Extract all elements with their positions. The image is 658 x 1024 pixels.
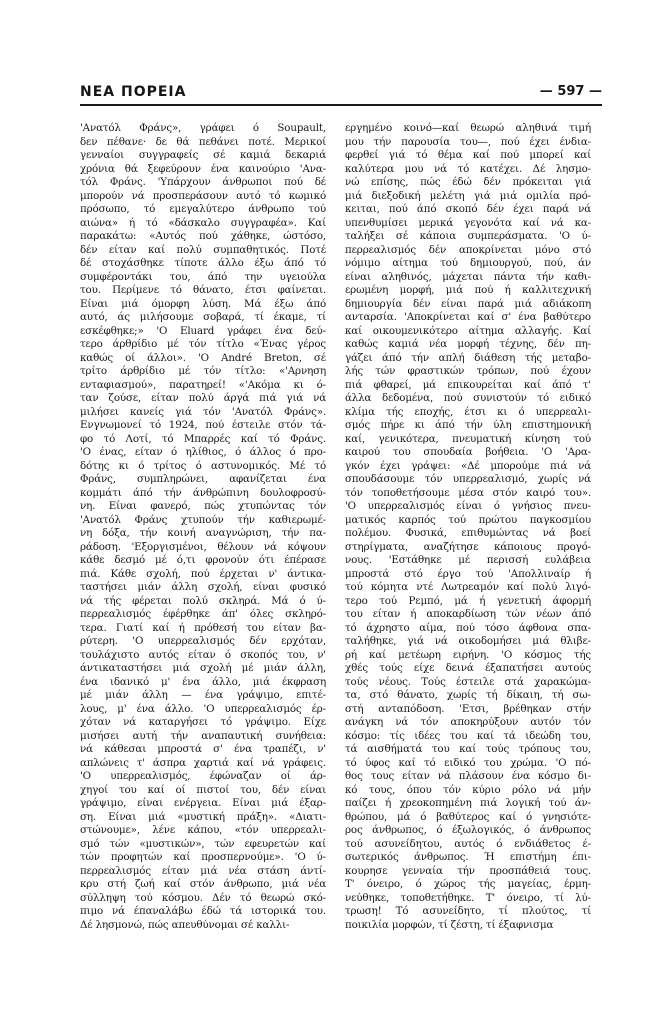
text-line: περρεαλισμός είταν μιά νέα στάση άντί- — [80, 864, 326, 877]
text-line: τόν τοποθετήσουμε μέσα στόν καιρό του». — [345, 486, 591, 499]
text-line: ση. Είναι μιά «μυστική πράξη». «Διατι- — [80, 810, 326, 823]
text-line: νά τής φέρεται πολύ σκληρά. Μά ό ύ- — [80, 594, 326, 607]
text-line: τόλ Φράνς. 'Υπάρχουν άνθρωποι πού δέ — [80, 176, 326, 188]
text-line: νώ επίσης, πώς έδώ δέν πρόκειται γιά — [345, 176, 591, 188]
text-line: Φράνς, συμπληρώνει, αφανίζεται ένα — [80, 473, 326, 485]
text-line: σπουδάσουμε τόν υπερρεαλισμό, χωρίς νά — [345, 473, 591, 485]
text-line: Τ' όνειρο, ό χώρος τής μαγείας, έρμη- — [345, 878, 591, 890]
text-line: κόσμο: τίς ιδέες του καί τά ιδεώδη του, — [345, 729, 591, 742]
text-line: τούς νέους. Τούς έστειλε στά χαρακώμα- — [345, 675, 591, 688]
text-line: κομμάτι άπό τήν άνθρώπινη δουλοφροσύ- — [80, 486, 326, 499]
text-line: χθές τούς είχε δεινά έξαπατήσει αυτούς — [345, 662, 591, 674]
text-line: δημιουργία δέν είναι παρά μιά αδιάκοπη — [345, 297, 591, 310]
text-line: μιλήσει κανείς γιά τόν 'Ανατόλ Φράνς». — [80, 405, 326, 418]
text-line: ενταφιασμού», παρατηρεί! «'Ακόμα κι ό- — [80, 378, 326, 391]
text-line: τά αισθήματά του καί τούς τρόπους του, — [345, 743, 591, 755]
text-line: απλώνεις τ' άσπρα χαρτιά καί νά γράφεις. — [80, 756, 326, 769]
text-line: τρωση! Τό ασυνείδητο, τί πλούτος, τί — [345, 905, 591, 917]
text-line: σύλληψη τού κόσμου. Δέν τό θεωρώ σκό- — [80, 891, 326, 904]
text-line: περρεαλισμός έφέρθηκε άπ' όλες σκληρό- — [80, 608, 326, 620]
text-line: κειται, πού άπό σκοπό δέν έχει παρά νά — [345, 203, 591, 215]
text-line: ταλήξει σέ κάποια συμπεράσματα. 'Ο ύ- — [345, 230, 591, 242]
text-line: 'Ο υπερρεαλισμός, έφώναζαν οί άρ- — [80, 770, 326, 782]
text-line: ποικιλία μορφών, τί ζέστη, τί έξαφνισμα — [345, 918, 554, 931]
text-line: νους. 'Εστάθηκε μέ περισσή ευλάβεια — [345, 554, 591, 566]
text-line: κουρησε γενναία τήν προσπάθειά τους. — [345, 864, 591, 877]
text-line: μου τήν παρουσία του—, πού έχει ένδια- — [345, 135, 591, 148]
text-line: θρώπου, μά ό βαθύτερος καί ό γνησιότε- — [345, 810, 591, 823]
text-line: γάζει άπό τήν απλή διάθεση τής μεταβο- — [345, 351, 591, 364]
text-line: κρυ στή ζωή καί στόν άνθρωπο, μιά νέα — [80, 878, 326, 890]
text-line: νεύθηκε, τοποθετήθηκε. Τ' όνειρο, τί λύ- — [345, 891, 591, 904]
text-line: τού ασυνείδητου, αυτός ό ενδιάθετος έ- — [345, 837, 591, 850]
text-line: σμό τών «μυστικών», τών εφευρετών καί — [80, 837, 326, 850]
text-line: μπροστά στό έργο τού 'Απολλιναίρ ή — [345, 567, 591, 580]
text-line: 'Ανατόλ Φράνς χτυπούν τήν καθιερωμέ- — [80, 513, 326, 526]
right-column — [345, 122, 591, 932]
text-line: τερα. Γιατί καί ή πρόθεσή του είταν βα- — [80, 621, 326, 634]
text-line: πιά. Κάθε σχολή, πού έρχεται ν' άντικα- — [80, 567, 326, 580]
text-line: καί, γενικότερα, πνευματική κίνηση τού — [345, 432, 591, 445]
text-line: συμφέροντάκι του, άπό την υγειούλα — [80, 270, 326, 283]
text-line: κάθε δεσμό μέ ό,τι φρονούν ότι έπέρασε — [80, 554, 326, 566]
text-line: ανταρσία. 'Αποκρίνεται καί σ' ένα βαθύτερο — [345, 311, 591, 323]
text-line: στηρίγματα, αναζήτησε κάποιους προγό- — [345, 540, 591, 553]
text-line: μέ μιάν άλλη — ένα γράψιμο, επιτέ- — [80, 689, 326, 701]
text-line: παρακάτω: «Αυτός πού χάθηκε, ώστόσο, — [80, 230, 326, 242]
text-line: ρος άνθρωπος, ό έξωλογικός, ό άνθρωπος — [345, 824, 591, 836]
text-line: ανάγκη νά τόν αποκηρύξουν αυτόν τόν — [345, 716, 591, 728]
text-line: κλίμα τής εποχής, έτσι κι ό υπερρεαλι- — [345, 405, 591, 418]
text-line: καθώς οί άλλοι». 'Ο André Breton, σέ — [80, 351, 326, 364]
text-line: ταλήθηκε, γιά νά οικοδομήσει μιά θλιβε- — [345, 635, 591, 647]
text-line: γκόν έχει γράψει: «Δέ μπορούμε πιά νά — [345, 459, 591, 472]
text-line: μπορούν νά προσπεράσουν αυτό τό κωμικό — [80, 189, 326, 202]
text-line: μισήσει αυτή τήν αναπαυτική συνήθεια: — [80, 729, 326, 742]
text-line: περρεαλισμός δέν αποκρίνεται μόνο στό — [345, 243, 591, 256]
text-line: ταστήσει μιάν άλλη σχολή, είναι φυσικό — [80, 581, 326, 593]
text-line: τερο άρθρίδιο μέ τόν τίτλο «Ένας γέρος — [80, 338, 326, 350]
text-line: καιρού του σπουδαία βοήθεια. 'Ο 'Αρα- — [345, 446, 591, 458]
text-line: καθώς καμιά νέα μορφή τέχνης, δέν πη- — [345, 338, 591, 350]
text-line: κό τους, όπου τόν κύριο ρόλο νά μήν — [345, 783, 591, 796]
text-line: τουλάχιστο αυτός είταν ό σκοπός του, ν' — [80, 648, 326, 661]
text-line: φερθεί γιά τό θέμα καί πού μπορεί καί — [345, 149, 591, 161]
text-line: τρίτο άρθρίδιο μέ τόν τίτλο: «'Αρνηση — [80, 365, 326, 377]
text-line: ταν ζούσε, είταν πολύ άργά πιά γιά νά — [80, 392, 326, 404]
text-line: ένα ιδανικό μ' ένα άλλο, μιά έκφραση — [80, 675, 326, 688]
text-line: μιά διεξοδική μελέτη γιά μιά ομιλία πρό- — [345, 189, 591, 202]
page-number: — 597 — — [539, 84, 602, 99]
header-rule — [80, 104, 602, 106]
text-line: νόμιμο αίτημα τού δημιουργού, πού, άν — [345, 257, 591, 269]
text-line: δεν πέθανε· δε θά πεθάνει ποτέ. Μερικοί — [80, 135, 326, 148]
text-line: τό άχρηστο αίμα, πού τόσο άφθονα σπα- — [345, 621, 591, 634]
text-line: πρόσωπο, τό εμεγαλύτερο άνθρωπο τού — [80, 203, 326, 215]
text-line: Ενγνωμονεί τό 1924, πού έστειλε στόν τά- — [80, 419, 326, 431]
text-line: ερωμένη μορφή, μιά πού ή καλλιτεχνική — [345, 284, 591, 296]
text-line: ρύτερη. 'Ο υπερρεαλισμός δέν ερχόταν, — [80, 635, 326, 647]
text-line: καί οικουμενικότερο αίτημα αλλαγής. Καί — [345, 324, 591, 337]
text-line: στώνουμε», λένε κάπου, «τόν υπερρεαλι- — [80, 824, 326, 836]
text-line: σμός πήρε κι άπό τήν ύλη επιστημονική — [345, 419, 591, 431]
text-line: δέν είταν καί πολύ συμπαθητικός. Ποτέ — [80, 243, 326, 256]
text-line: φο τό Λοτί, τό Μπαρρές καί τό Φράνς. — [80, 432, 326, 445]
text-line: τών προφητών καί προσπερνούμε». 'Ο ύ- — [80, 851, 326, 863]
text-line: δότης κι ό τρίτος ό αστυνομικός. Μέ τό — [80, 459, 326, 472]
text-line: γενναίοι συγγραφείς σέ καμιά δεκαριά — [80, 149, 326, 161]
text-line: πιά φθαρεί, μά επικουρείται καί άπό τ' — [345, 378, 591, 391]
text-line: νά κάθεσαι μπροστά σ' ένα τραπέζι, ν' — [80, 743, 326, 755]
text-line: δέ στοχάσθηκε τίποτε άλλο έξω άπό τό — [80, 257, 326, 269]
text-line: ράδοση. 'Εξοργισμένοι, θέλουν νά κόψουν — [80, 540, 326, 553]
text-line: Είναι μιά όμορφη λύση. Μά έξω άπό — [80, 297, 326, 310]
text-line: 'Ο ένας, είταν ό ηλίθιος, ό άλλος ό προ- — [80, 446, 326, 458]
magazine-title: ΝΕΑ ΠΟΡΕΙΑ — [80, 84, 187, 100]
text-line: σωτερικός άνθρωπος. Ή επιστήμη έπι- — [345, 851, 591, 863]
text-line: εσκέφθηκε;» 'Ο Eluard γράφει ένα δεύ- — [80, 324, 326, 337]
text-line: τού κόμητα ντέ Λωτρεαμόν καί πολύ λιγό- — [345, 581, 591, 593]
text-line: του είταν ή αποκαρδίωση τών νέων άπό — [345, 608, 591, 620]
text-line: Δέ λησμονώ, πώς απευθύνομαι σέ καλλι- — [80, 918, 290, 931]
left-column — [80, 122, 326, 932]
text-line: καλύτερα μου νά τό κατέχει. Δέ λησμο- — [345, 162, 591, 175]
text-line: νη. Είναι φανερό, πώς χτυπώντας τόν — [80, 500, 326, 512]
text-line: θος τους είταν νά πλάσουν ένα κόσμο δι- — [345, 770, 591, 782]
text-line: αυτό, άς μιλήσουμε σοβαρά, τί έκαμε, τί — [80, 311, 326, 323]
text-line: 'Ο υπερρεαλισμός είναι ό γνήσιος πνευ- — [345, 500, 591, 512]
text-line: τό ύφος καί τό ειδικό του χρώμα. 'Ο πό- — [345, 756, 591, 769]
text-line: άντικαταστήσει μιά σχολή μέ μιάν άλλη, — [80, 662, 326, 674]
text-line: υπενθυμίσει μερικά γεγονότα καί νά κα- — [345, 216, 591, 229]
text-line: χρόνια θά ξεφεύρουν ένα καινούριο 'Ανα- — [80, 162, 326, 175]
text-line: γράψιμο, είναι ενέργεια. Είναι μιά έξαρ- — [80, 797, 326, 809]
text-line: αιώνα» ή τό «δάσκαλο συγγραφέα». Καί — [80, 216, 326, 229]
text-line: εργημένο κοινό—καί θεωρώ αληθινά τιμή — [345, 122, 591, 134]
text-line: παίζει ή χρεοκοπημένη πιά λογική τού άν- — [345, 797, 591, 809]
text-line: λής τών φραστικών τρόπων, πού έχουν — [345, 365, 591, 377]
text-line: στή ανταπόδοση. 'Ετσι, βρέθηκαν στήν — [345, 702, 591, 715]
text-line: νη δόξα, τήν κοινή αναγνώριση, τήν πα- — [80, 527, 326, 539]
text-line: χόταν νά καταργήσει τό γράψιμο. Είχε — [80, 716, 326, 728]
text-line: άλλα δεδομένα, πού συνιστούν τό ειδικό — [345, 392, 591, 404]
text-line: χηγοί του καί οί πιστοί του, δέν είναι — [80, 783, 326, 796]
text-line: 'Ανατόλ Φράνς», γράφει ό Soupault, — [80, 122, 326, 134]
text-line: πιμο νά έπαναλάβω έδώ τά ιστορικά του. — [80, 905, 326, 917]
text-line: λους, μ' ένα άλλο. 'Ο υπερρεαλισμός έρ- — [80, 702, 326, 715]
text-line: πολέμου. Φυσικά, επιθυμώντας νά βοεί — [345, 527, 591, 539]
text-line: ρή καί μετέωρη ειρήνη. 'Ο κόσμος τής — [345, 648, 591, 661]
text-line: του. Περίμενε τό θάνατο, έτσι φαίνεται. — [80, 284, 326, 296]
running-header — [80, 84, 602, 104]
text-line: τα, στό θάνατο, χωρίς τή δίκαιη, τή σω- — [345, 689, 591, 701]
text-line: τερο τού Ρεμπό, μά ή γενετική άφορμή — [345, 594, 591, 607]
text-line: ματικός καρπός τού πρώτου παγκοσμίου — [345, 513, 591, 526]
text-line: είναι αληθινός, μάχεται πάντα τήν καθι- — [345, 270, 591, 283]
